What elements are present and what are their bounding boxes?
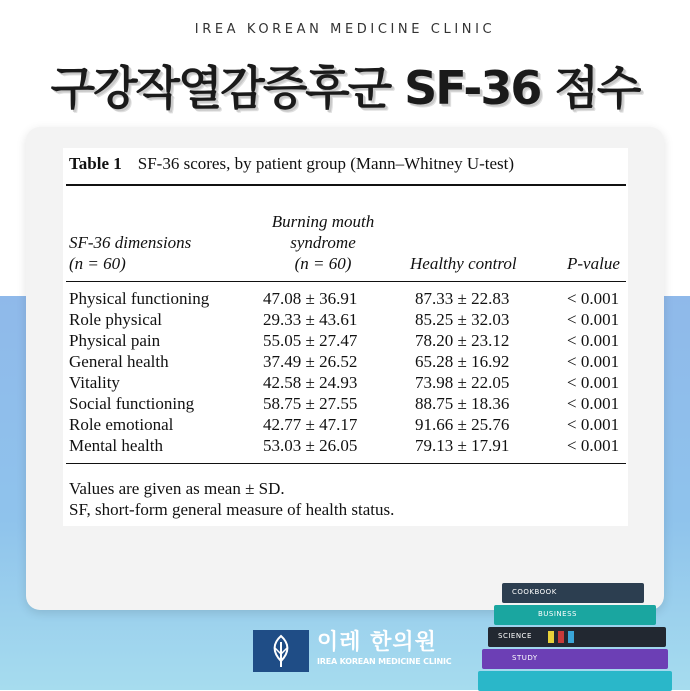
- header-healthy-control: Healthy control: [410, 254, 517, 273]
- cell-healthy-control: 87.33 ± 22.83: [415, 289, 510, 308]
- page-title: 구강작열감증후군 SF-36 점수: [50, 61, 640, 115]
- book-label: SCIENCE: [498, 632, 532, 640]
- header-p-value: P-value: [567, 254, 620, 273]
- cell-healthy-control: 79.13 ± 17.91: [415, 436, 510, 455]
- cell-dimension: Mental health: [69, 436, 163, 455]
- table-row: [63, 352, 628, 373]
- table-note: Values are given as mean ± SD.: [69, 479, 285, 498]
- cell-dimension: Role physical: [69, 310, 163, 329]
- logo-korean: 이레 한의원: [317, 630, 437, 655]
- table-caption: [69, 154, 514, 174]
- book: [494, 605, 656, 625]
- book: [502, 583, 644, 603]
- table-row: [63, 415, 628, 436]
- cell-healthy-control: 91.66 ± 25.76: [415, 415, 510, 434]
- book-label: BUSINESS: [538, 610, 577, 618]
- cell-healthy-control: 78.20 ± 23.12: [415, 331, 510, 350]
- header-dimensions-line1: SF-36 dimensions: [69, 233, 192, 252]
- cell-bms: 42.58 ± 24.93: [263, 373, 358, 392]
- leaf-icon: [253, 630, 309, 672]
- header-bms: [253, 211, 393, 274]
- cell-healthy-control: 73.98 ± 22.05: [415, 373, 510, 392]
- header-bms-line1: Burning mouth: [271, 212, 375, 231]
- cell-bms: 47.08 ± 36.91: [263, 289, 358, 308]
- cell-bms: 42.77 ± 47.17: [263, 415, 358, 434]
- header-dimensions: [69, 232, 191, 274]
- table-row: [63, 394, 628, 415]
- cell-bms: 37.49 ± 26.52: [263, 352, 358, 371]
- header-bms-line2: syndrome: [290, 233, 356, 252]
- cell-dimension: Vitality: [69, 373, 120, 392]
- cell-bms: 58.75 ± 27.55: [263, 394, 358, 413]
- table-row: [63, 310, 628, 331]
- table-row: [63, 436, 628, 457]
- cell-dimension: Role emotional: [69, 415, 174, 434]
- table-caption-label: Table 1: [69, 154, 122, 173]
- header-rule: [66, 281, 626, 282]
- header-dimensions-line2: (n = 60): [69, 254, 126, 273]
- table-row: [63, 331, 628, 352]
- cell-healthy-control: 85.25 ± 32.03: [415, 310, 510, 329]
- cell-dimension: General health: [69, 352, 169, 371]
- cell-p-value: < 0.001: [567, 394, 620, 413]
- book: [488, 627, 666, 647]
- sf36-table: [63, 148, 628, 526]
- cell-dimension: Physical pain: [69, 331, 161, 350]
- top-rule: [66, 184, 626, 186]
- cell-bms: 55.05 ± 27.47: [263, 331, 358, 350]
- book: [482, 649, 668, 669]
- bottom-rule: [66, 463, 626, 464]
- cell-p-value: < 0.001: [567, 352, 620, 371]
- cell-p-value: < 0.001: [567, 373, 620, 392]
- clinic-name-top: IREA KOREAN MEDICINE CLINIC: [194, 22, 496, 37]
- cell-p-value: < 0.001: [567, 331, 620, 350]
- header-bms-line3: (n = 60): [294, 254, 352, 273]
- table-row: [63, 373, 628, 394]
- cell-p-value: < 0.001: [567, 415, 620, 434]
- cell-dimension: Physical functioning: [69, 289, 210, 308]
- book: [478, 671, 672, 691]
- book-label: COOKBOOK: [512, 588, 557, 596]
- cell-healthy-control: 88.75 ± 18.36: [415, 394, 510, 413]
- cell-dimension: Social functioning: [69, 394, 195, 413]
- table-caption-text: SF-36 scores, by patient group (Mann–Whitney U-test): [137, 154, 515, 173]
- cell-p-value: < 0.001: [567, 289, 620, 308]
- cell-p-value: < 0.001: [567, 310, 620, 329]
- table-row: [63, 289, 628, 310]
- cell-p-value: < 0.001: [567, 436, 620, 455]
- cell-bms: 53.03 ± 26.05: [263, 436, 358, 455]
- book-label: STUDY: [512, 654, 538, 662]
- table-note: SF, short-form general measure of health status.: [69, 500, 395, 519]
- cell-healthy-control: 65.28 ± 16.92: [415, 352, 510, 371]
- logo-english: IREA KOREAN MEDICINE CLINIC: [317, 657, 452, 666]
- cell-bms: 29.33 ± 43.61: [263, 310, 358, 329]
